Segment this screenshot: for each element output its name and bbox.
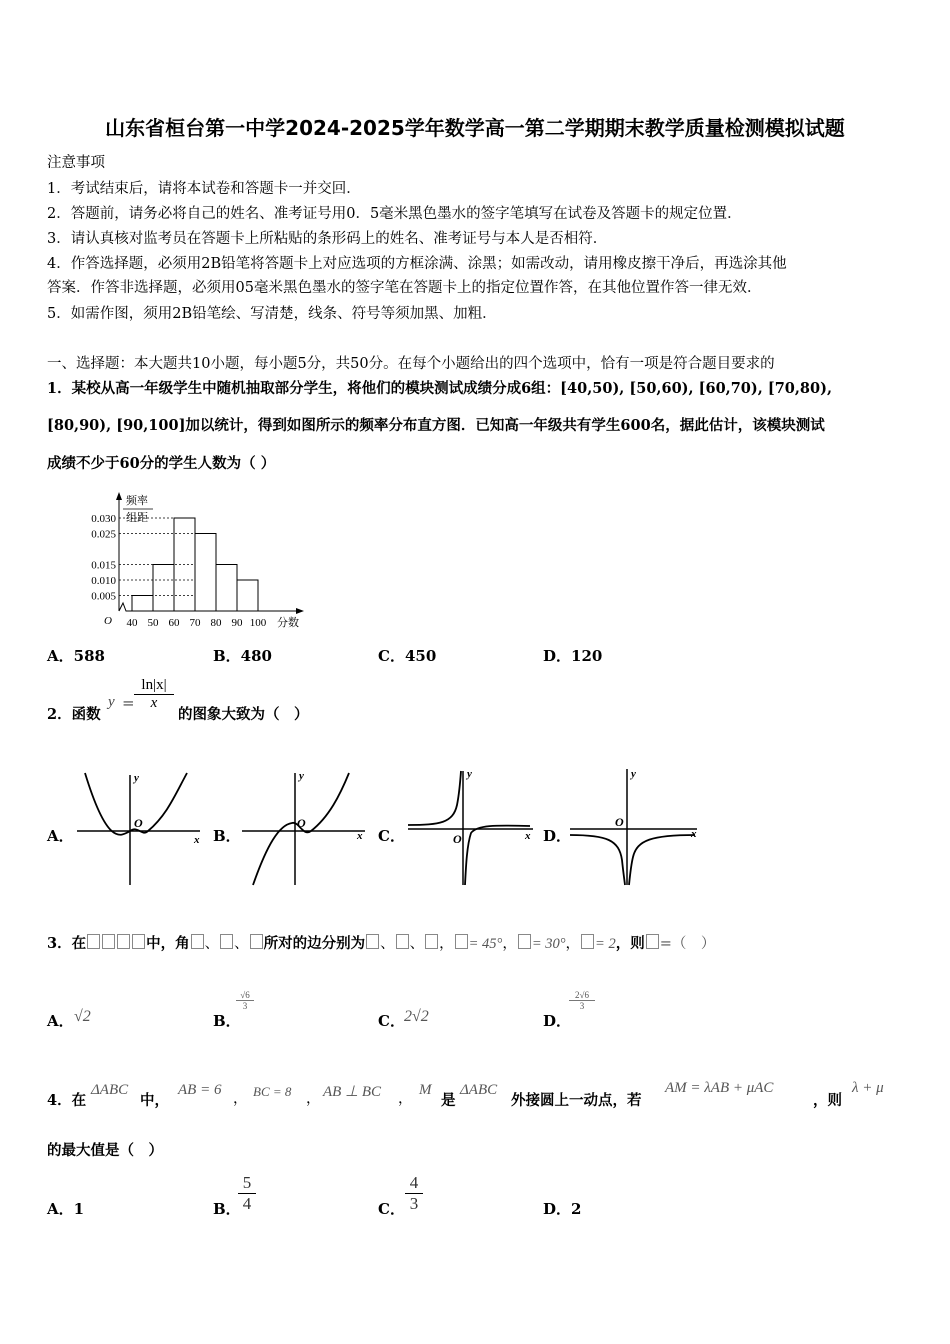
q2-suffix: 的图象大致为（ ） xyxy=(178,706,309,723)
q3-option-b-value: $\frac{√6}{3}$ xyxy=(236,990,254,1011)
y-tick-label: 0.025 xyxy=(91,528,116,541)
q4-comma: ， xyxy=(306,1091,321,1107)
svg-text:x: x xyxy=(357,830,363,842)
svg-text:O: O xyxy=(297,816,306,830)
q2-fraction xyxy=(134,677,174,712)
q4-option-b-value: $\frac{5}{4}$ xyxy=(238,1173,256,1214)
q3-option-a[interactable]: A． xyxy=(47,1012,74,1030)
q1-line3: 成绩不少于60分的学生人数为（ ） xyxy=(47,455,276,472)
q3-option-c[interactable]: C． xyxy=(378,1012,405,1030)
notice-item: 1．考试结束后，请将本试卷和答题卡一并交回． xyxy=(47,181,361,197)
q3-option-d[interactable]: D． xyxy=(543,1012,572,1030)
q3-option-a-value: √2 xyxy=(74,1008,91,1025)
q1-line1: 1．某校从高一年级学生中随机抽取部分学生，将他们的模块测试成绩分成6组：[40,50), [50,60), [60,70), [70,80), xyxy=(47,380,833,397)
chart-y-arrow xyxy=(116,492,122,500)
q3-option-c-value: 2√2 xyxy=(404,1008,429,1025)
svg-text:O: O xyxy=(134,816,143,830)
q1-option-a[interactable]: A．588 xyxy=(47,647,105,665)
q4-lm: λ + μ xyxy=(852,1080,884,1096)
q4-option-d[interactable]: D．2 xyxy=(543,1200,582,1218)
notice-item: 3．请认真核对监考员在答题卡上所粘贴的条形码上的姓名、准考证号与本人是否相符． xyxy=(47,231,608,247)
svg-text:y: y xyxy=(631,768,636,780)
notice-heading: 注意事项 xyxy=(47,155,105,171)
q2-option-d[interactable]: D． xyxy=(543,827,572,845)
q2-graph-b[interactable] xyxy=(237,765,372,890)
svg-text:y: y xyxy=(299,770,304,782)
q4-tri2: ΔABC xyxy=(460,1082,498,1098)
svg-text:O: O xyxy=(453,832,462,846)
q4-line2: 的最大值是（ ） xyxy=(47,1142,163,1159)
histogram-chart xyxy=(70,490,320,640)
q4-shi: 是 xyxy=(441,1092,456,1109)
q4-ze: ，则 xyxy=(813,1092,842,1109)
notice-item: 答案．作答非选择题，必须用05毫米黑色墨水的签字笔在答题卡上的指定位置作答，在其他位置作答一律无效． xyxy=(47,280,762,296)
x-tick-label: 80 xyxy=(210,617,222,629)
notice-item: 2．答题前，请务必将自己的姓名、准考证号用0．5毫米黑色墨水的签字笔填写在试卷及答题卡的规定位置． xyxy=(47,206,742,222)
q4-comma: ， xyxy=(233,1091,248,1107)
q4-tri: ΔABC xyxy=(91,1082,129,1098)
q1-option-b[interactable]: B．480 xyxy=(213,647,272,665)
chart-ylabel-bottom: 组距 xyxy=(126,512,148,524)
q2-graph-a[interactable] xyxy=(72,765,207,890)
q2-option-b[interactable]: B． xyxy=(213,827,241,845)
q4-perp: AB ⊥ BC xyxy=(323,1084,382,1100)
y-tick-label: 0.010 xyxy=(91,575,116,587)
svg-text:x: x xyxy=(194,834,200,846)
x-tick-label: 60 xyxy=(168,617,180,629)
histogram-bar xyxy=(195,534,216,612)
notice-item: 4．作答选择题，必须用2B铅笔将答题卡上对应选项的方框涂满、涂黑；如需改动，请用橡皮擦干净后，再选涂其他 xyxy=(47,256,787,272)
chart-x-arrow xyxy=(296,608,304,614)
y-tick-label: 0.030 xyxy=(91,513,116,525)
x-tick-label: 100 xyxy=(249,617,267,629)
q3-option-d-value: $\frac{2√6}{3}$ xyxy=(569,990,595,1011)
x-tick-label: 70 xyxy=(189,617,201,629)
q2-option-c[interactable]: C． xyxy=(378,827,405,845)
q4-bc: BC = 8 xyxy=(253,1084,292,1099)
x-tick-label: 50 xyxy=(147,617,159,629)
q2-graph-c[interactable] xyxy=(405,765,540,890)
q1-line2: [80,90), [90,100]加以统计，得到如图所示的频率分布直方图．已知高一年级共有学生600名，据此估计，该模块测试 xyxy=(47,417,825,434)
q1-option-c[interactable]: C．450 xyxy=(378,647,437,665)
svg-text:x: x xyxy=(525,830,531,842)
q4-option-a[interactable]: A．1 xyxy=(47,1200,85,1218)
q4-circle: 外接圆上一动点，若 xyxy=(511,1092,642,1109)
notice-item: 5．如需作图，须用2B铅笔绘、写清楚，线条、符号等须加黑、加粗． xyxy=(47,306,497,322)
q2-y: y xyxy=(108,694,115,710)
q3-option-b[interactable]: B． xyxy=(213,1012,241,1030)
svg-text:O: O xyxy=(615,815,624,829)
q4-m: M xyxy=(419,1082,432,1098)
q4-option-b[interactable]: B． xyxy=(213,1200,241,1218)
x-tick-label: 40 xyxy=(126,617,138,629)
q1-option-d[interactable]: D．120 xyxy=(543,647,603,665)
q2-numerator: ln|x| xyxy=(141,677,167,693)
q4-option-c-value: $\frac{4}{3}$ xyxy=(405,1173,423,1214)
chart-origin: O xyxy=(104,615,112,627)
q2-denominator: x xyxy=(134,694,174,712)
chart-x-axis xyxy=(119,603,300,611)
q2-graph-d[interactable] xyxy=(567,765,702,890)
svg-text:y: y xyxy=(467,768,472,780)
chart-xlabel: 分数 xyxy=(277,617,299,629)
y-tick-label: 0.005 xyxy=(91,590,116,603)
q3-line: 3．在 中，角 、 、 所对的边分别为 、 、 ， = 45°， = 30°， = 2，则 =（ ） xyxy=(47,935,716,952)
histogram-bar xyxy=(132,596,153,612)
section-heading: 一、选择题：本大题共10小题，每小题5分，共50分。在每个小题给出的四个选项中，恰有一项是符合题目要求的 xyxy=(47,356,775,372)
q4-option-c[interactable]: C． xyxy=(378,1200,405,1218)
q4-line1: 4．在 xyxy=(47,1092,87,1109)
svg-text:y: y xyxy=(134,772,139,784)
page-title: 山东省桓台第一中学2024-2025学年数学高一第二学期期末教学质量检测模拟试题 xyxy=(105,116,845,140)
chart-ylabel-top: 频率 xyxy=(126,495,148,507)
q3-placeholder-box xyxy=(87,934,100,949)
histogram-bar xyxy=(153,565,174,612)
q2-option-a[interactable]: A． xyxy=(47,827,74,845)
y-tick-label: 0.015 xyxy=(91,559,116,572)
q4-zhong: 中， xyxy=(140,1092,169,1109)
x-tick-label: 90 xyxy=(231,617,243,629)
q2-prefix: 2．函数 xyxy=(47,706,101,723)
svg-text:x: x xyxy=(691,828,697,840)
q4-am: AM = λAB + μAC xyxy=(665,1080,774,1096)
histogram-bar xyxy=(237,580,258,611)
histogram-bar xyxy=(216,565,237,612)
q2-eq: = xyxy=(122,694,135,712)
q4-comma: ， xyxy=(398,1091,413,1107)
q4-ab: AB = 6 xyxy=(178,1082,222,1098)
